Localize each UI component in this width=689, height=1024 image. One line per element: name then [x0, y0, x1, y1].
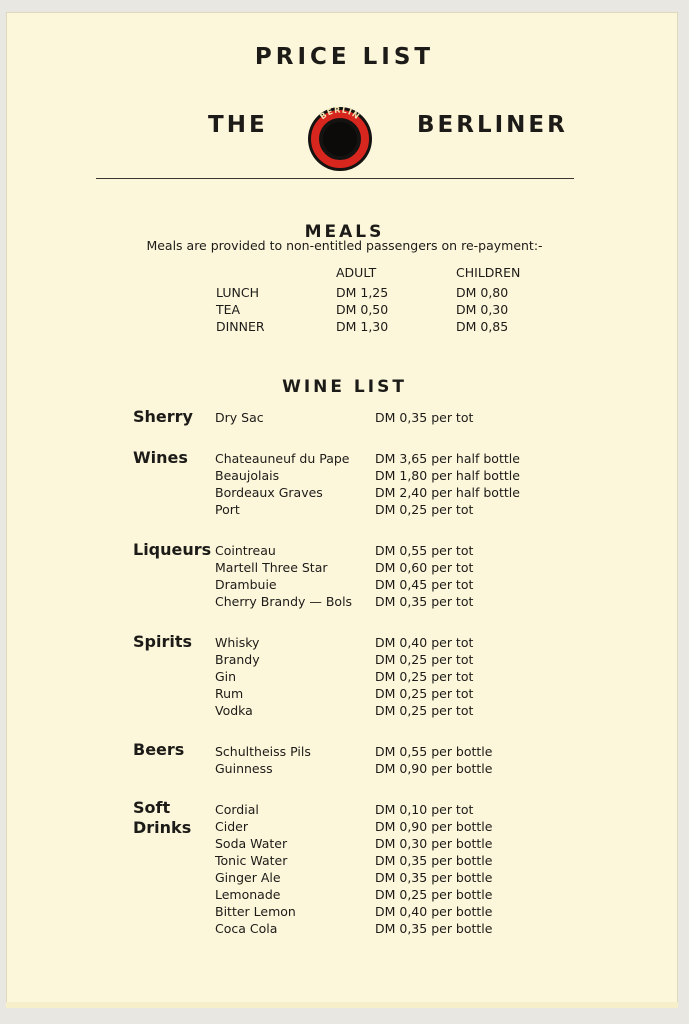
meal-adult-price: DM 1,30 [336, 319, 389, 334]
list-item [0, 652, 689, 669]
item-price: DM 0,25 per tot [375, 652, 474, 667]
meals-intro: Meals are provided to non-entitled passengers on re-payment:- [146, 238, 543, 253]
item-name: Bitter Lemon [215, 904, 296, 919]
item-name: Cordial [215, 802, 259, 817]
item-name: Bordeaux Graves [215, 485, 323, 500]
category-soft-drinks: Soft Drinks [133, 798, 192, 837]
item-name: Dry Sac [215, 410, 264, 425]
item-price: DM 0,40 per tot [375, 635, 474, 650]
item-price: DM 0,45 per tot [375, 577, 474, 592]
item-price: DM 0,40 per bottle [375, 904, 493, 919]
item-name: Soda Water [215, 836, 288, 851]
item-price: DM 2,40 per half bottle [375, 485, 520, 500]
item-price: DM 0,35 per tot [375, 410, 474, 425]
list-item [0, 686, 689, 703]
item-name: Brandy [215, 652, 260, 667]
item-price: DM 0,35 per bottle [375, 870, 493, 885]
list-item [0, 410, 689, 427]
wine-list-heading: WINE LIST [282, 377, 407, 397]
list-item [0, 502, 689, 519]
header-left-word: THE [208, 112, 268, 138]
list-item [0, 744, 689, 761]
item-name: Whisky [215, 635, 260, 650]
list-item [0, 819, 689, 836]
meals-col-children: CHILDREN [456, 265, 521, 280]
item-price: DM 0,25 per tot [375, 669, 474, 684]
list-item [0, 887, 689, 904]
list-item [0, 577, 689, 594]
list-item [0, 594, 689, 611]
item-price: DM 0,25 per tot [375, 502, 474, 517]
item-name: Tonic Water [215, 853, 288, 868]
item-price: DM 0,35 per bottle [375, 921, 493, 936]
airline-logo-icon [306, 99, 374, 175]
meal-children-price: DM 0,85 [456, 319, 509, 334]
item-price: DM 0,55 per tot [375, 543, 474, 558]
header-divider [96, 178, 574, 179]
list-item [0, 904, 689, 921]
item-price: DM 0,30 per bottle [375, 836, 493, 851]
meal-children-price: DM 0,30 [456, 302, 509, 317]
list-item [0, 543, 689, 560]
item-name: Rum [215, 686, 244, 701]
list-item [0, 485, 689, 502]
list-item [0, 802, 689, 819]
list-item [0, 560, 689, 577]
item-name: Drambuie [215, 577, 277, 592]
meal-row [0, 285, 689, 302]
page-title: PRICE LIST [254, 44, 435, 70]
category-beers: Beers [133, 740, 185, 759]
item-price: DM 1,80 per half bottle [375, 468, 520, 483]
list-item [0, 703, 689, 720]
meal-name: TEA [216, 302, 241, 317]
item-price: DM 0,35 per bottle [375, 853, 493, 868]
meals-heading: MEALS [304, 222, 385, 242]
category-spirits: Spirits [133, 632, 193, 651]
item-name: Gin [215, 669, 237, 684]
category-sherry: Sherry [133, 407, 193, 426]
category-liqueurs: Liqueurs [133, 540, 212, 559]
list-item [0, 761, 689, 778]
item-name: Coca Cola [215, 921, 278, 936]
item-name: Guinness [215, 761, 273, 776]
list-item [0, 468, 689, 485]
item-price: DM 0,10 per tot [375, 802, 474, 817]
item-name: Cherry Brandy — Bols [215, 594, 353, 609]
item-name: Vodka [215, 703, 253, 718]
item-price: DM 0,55 per bottle [375, 744, 493, 759]
logo-text: BERLIN [318, 105, 362, 122]
list-item [0, 870, 689, 887]
item-price: DM 0,90 per bottle [375, 761, 493, 776]
meal-name: DINNER [216, 319, 265, 334]
item-name: Chateauneuf du Pape [215, 451, 350, 466]
list-item [0, 836, 689, 853]
header-right-word: BERLINER [417, 112, 568, 138]
list-item [0, 451, 689, 468]
meal-children-price: DM 0,80 [456, 285, 509, 300]
list-item [0, 853, 689, 870]
item-price: DM 3,65 per half bottle [375, 451, 520, 466]
list-item [0, 635, 689, 652]
item-name: Port [215, 502, 240, 517]
meals-col-adult: ADULT [336, 265, 377, 280]
list-item [0, 669, 689, 686]
item-price: DM 0,35 per tot [375, 594, 474, 609]
meal-row [0, 302, 689, 319]
meal-adult-price: DM 1,25 [336, 285, 389, 300]
item-price: DM 0,25 per bottle [375, 887, 493, 902]
meal-adult-price: DM 0,50 [336, 302, 389, 317]
item-price: DM 0,25 per tot [375, 686, 474, 701]
item-price: DM 0,60 per tot [375, 560, 474, 575]
item-name: Schultheiss Pils [215, 744, 311, 759]
meal-name: LUNCH [216, 285, 259, 300]
item-name: Martell Three Star [215, 560, 328, 575]
item-name: Ginger Ale [215, 870, 281, 885]
item-name: Lemonade [215, 887, 281, 902]
meal-row [0, 319, 689, 336]
item-name: Cointreau [215, 543, 276, 558]
item-price: DM 0,25 per tot [375, 703, 474, 718]
item-price: DM 0,90 per bottle [375, 819, 493, 834]
category-wines: Wines [133, 448, 188, 467]
item-name: Cider [215, 819, 248, 834]
item-name: Beaujolais [215, 468, 280, 483]
list-item [0, 921, 689, 938]
